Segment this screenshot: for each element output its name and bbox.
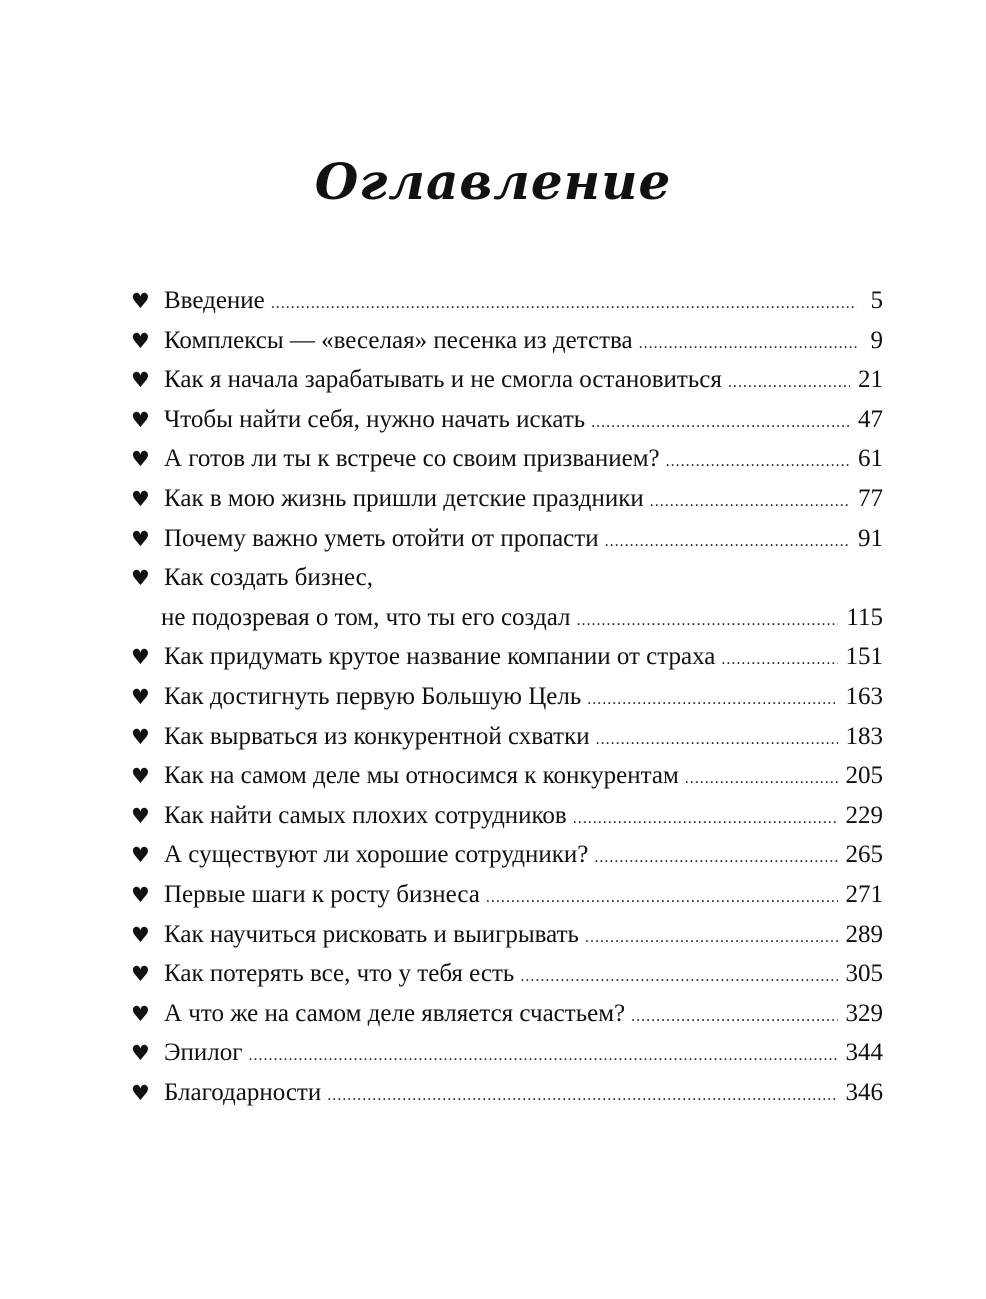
heart-icon: ♥ xyxy=(131,407,150,432)
dot-leader xyxy=(639,324,857,364)
toc-page-number: 229 xyxy=(845,801,883,829)
toc-entry-title: Как в мою жизнь пришли детские праздники xyxy=(164,484,644,512)
toc-entry-title: Как я начала зарабатывать и не смогла остановиться xyxy=(164,366,722,394)
heart-icon: ♥ xyxy=(131,803,150,828)
heart-icon: ♥ xyxy=(131,566,150,591)
heart-icon: ♥ xyxy=(131,843,150,868)
toc-page-number: 91 xyxy=(858,524,883,552)
toc-entry xyxy=(131,637,883,677)
heart-icon: ♥ xyxy=(131,526,150,551)
toc-entry xyxy=(131,479,883,519)
dot-leader xyxy=(596,720,838,760)
heart-icon: ♥ xyxy=(131,447,150,472)
dot-leader xyxy=(577,601,839,641)
page-title: Оглавление xyxy=(314,152,672,211)
dot-leader xyxy=(591,403,850,443)
toc-entry-title: Введение xyxy=(164,287,265,314)
toc-line xyxy=(131,321,883,361)
heart-icon: ♥ xyxy=(131,922,150,947)
heart-icon: ♥ xyxy=(131,1041,150,1066)
heart-icon: ♥ xyxy=(131,1001,150,1026)
toc-entry-title: Как вырваться из конкурентной схватки xyxy=(164,722,590,750)
toc-line xyxy=(131,360,883,400)
toc-page-number: 289 xyxy=(845,920,883,948)
toc-page-number: 305 xyxy=(845,960,883,988)
toc-line xyxy=(131,281,883,321)
toc-entry xyxy=(131,994,883,1034)
toc-entry-title: не подозревая о том, что ты его создал xyxy=(161,603,571,631)
dot-leader xyxy=(631,997,837,1037)
toc-line xyxy=(131,677,883,717)
toc-page-number: 346 xyxy=(845,1078,883,1106)
table-of-contents xyxy=(131,281,883,1112)
toc-entry-title: А готов ли ты к встрече со своим призванием? xyxy=(164,445,660,473)
toc-line xyxy=(131,558,883,598)
toc-page-number: 265 xyxy=(845,841,883,869)
toc-entry xyxy=(131,677,883,717)
toc-page-number: 329 xyxy=(845,999,883,1027)
toc-page-number: 21 xyxy=(858,366,883,394)
toc-entry-title: Как придумать крутое название компании от страха xyxy=(164,643,716,671)
toc-entry-title: Эпилог xyxy=(164,1039,243,1067)
heart-icon: ♥ xyxy=(131,962,150,987)
heart-icon: ♥ xyxy=(131,486,150,511)
toc-entry-title: Первые шаги к росту бизнеса xyxy=(164,880,480,908)
toc-entry xyxy=(131,717,883,757)
toc-entry xyxy=(131,400,883,440)
toc-entry-title: Как на самом деле мы относимся к конкурентам xyxy=(164,762,679,790)
toc-line xyxy=(131,598,883,638)
dot-leader xyxy=(685,759,838,799)
toc-entry-title: Как научиться рисковать и выигрывать xyxy=(164,920,579,948)
toc-page-number: 61 xyxy=(858,445,883,473)
toc-page-number: 151 xyxy=(845,643,883,671)
toc-line xyxy=(131,954,883,994)
toc-page-number: 183 xyxy=(845,722,883,750)
toc-entry xyxy=(131,1033,883,1073)
toc-line xyxy=(131,796,883,836)
toc-entry-title: Как потерять все, что у тебя есть xyxy=(164,960,515,988)
toc-entry xyxy=(131,281,883,321)
toc-line xyxy=(131,1033,883,1073)
toc-entry-title: Чтобы найти себя, нужно начать искать xyxy=(164,405,586,433)
toc-page-number: 205 xyxy=(845,762,883,790)
toc-page-number: 47 xyxy=(858,405,883,433)
toc-entry xyxy=(131,835,883,875)
heart-icon: ♥ xyxy=(131,1080,150,1105)
dot-leader xyxy=(573,799,838,839)
toc-line xyxy=(131,637,883,677)
heart-icon: ♥ xyxy=(131,724,150,749)
toc-page-number: 9 xyxy=(870,326,883,354)
heart-icon: ♥ xyxy=(131,684,150,709)
toc-line xyxy=(131,915,883,955)
toc-entry-title: Как найти самых плохих сотрудников xyxy=(164,801,567,829)
toc-line xyxy=(131,994,883,1034)
toc-entry xyxy=(131,756,883,796)
toc-entry xyxy=(131,796,883,836)
dot-leader xyxy=(249,1036,838,1076)
toc-entry-title: А что же на самом деле является счастьем? xyxy=(164,999,626,1027)
toc-entry-title: А существуют ли хорошие сотрудники? xyxy=(164,841,589,869)
toc-line xyxy=(131,1073,883,1113)
toc-entry xyxy=(131,360,883,400)
toc-entry xyxy=(131,519,883,559)
toc-entry xyxy=(131,954,883,994)
toc-entry-title: Благодарности xyxy=(164,1078,322,1106)
heart-icon: ♥ xyxy=(131,328,150,353)
toc-page-number: 271 xyxy=(845,880,883,908)
toc-page-number: 5 xyxy=(870,287,883,314)
toc-page-number: 163 xyxy=(845,682,883,710)
dot-leader xyxy=(666,442,850,482)
dot-leader xyxy=(585,918,838,958)
toc-entry xyxy=(131,321,883,361)
dot-leader xyxy=(520,957,837,997)
heart-icon: ♥ xyxy=(131,882,150,907)
dot-leader xyxy=(327,1076,837,1116)
dot-leader xyxy=(271,284,857,324)
toc-line xyxy=(131,835,883,875)
toc-entry xyxy=(131,1073,883,1113)
toc-entry-title: Как достигнуть первую Большую Цель xyxy=(164,682,582,710)
toc-entry-title: Комплексы — «веселая» песенка из детства xyxy=(164,326,633,354)
toc-entry-title: Как создать бизнес, xyxy=(164,564,374,592)
dot-leader xyxy=(486,878,838,918)
dot-leader xyxy=(728,363,850,403)
dot-leader xyxy=(650,482,850,522)
heart-icon: ♥ xyxy=(131,289,150,313)
toc-line xyxy=(131,400,883,440)
toc-page-number: 344 xyxy=(845,1039,883,1067)
toc-line xyxy=(131,479,883,519)
toc-entry xyxy=(131,875,883,915)
toc-line xyxy=(131,717,883,757)
toc-line xyxy=(131,439,883,479)
toc-entry xyxy=(131,439,883,479)
heart-icon: ♥ xyxy=(131,764,150,789)
toc-line xyxy=(131,875,883,915)
dot-leader xyxy=(605,522,850,562)
heart-icon: ♥ xyxy=(131,645,150,670)
toc-entry xyxy=(131,558,883,637)
dot-leader xyxy=(721,640,837,680)
toc-entry xyxy=(131,915,883,955)
toc-line xyxy=(131,519,883,559)
toc-page-number: 77 xyxy=(858,484,883,512)
heart-icon: ♥ xyxy=(131,368,150,393)
dot-leader xyxy=(587,680,837,720)
dot-leader xyxy=(594,838,837,878)
toc-page-number: 115 xyxy=(846,603,883,631)
toc-entry-title: Почему важно уметь отойти от пропасти xyxy=(164,524,599,552)
toc-line xyxy=(131,756,883,796)
